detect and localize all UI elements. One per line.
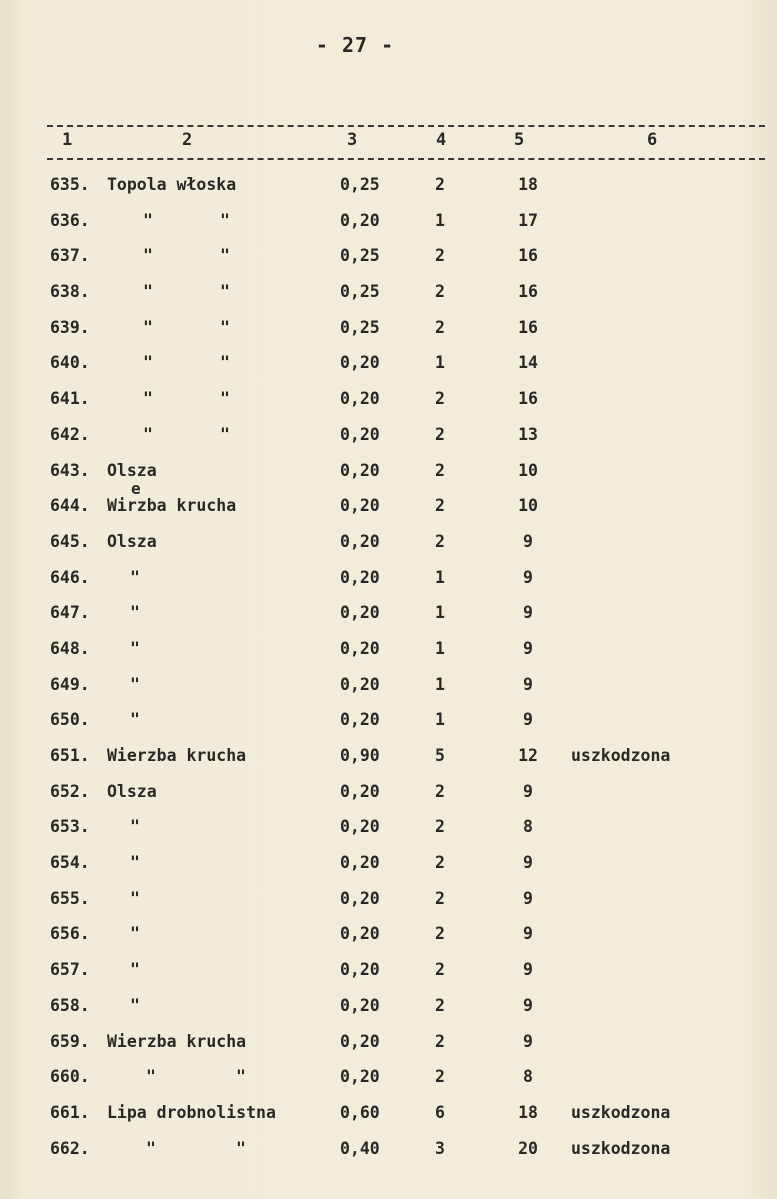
row-number: 646.: [50, 567, 90, 587]
ditto-mark: ": [130, 853, 140, 873]
species-name: Lipa drobnolistna: [107, 1102, 276, 1122]
diameter-value: 0,20: [340, 424, 380, 444]
ditto-mark: ": [236, 1138, 246, 1158]
row-number: 645.: [50, 531, 90, 551]
height-value: 9: [523, 924, 533, 944]
table-row: [0, 279, 777, 315]
height-value: 9: [523, 853, 533, 873]
count-value: 2: [435, 175, 445, 194]
row-number: 659.: [50, 1031, 90, 1051]
ditto-mark: ": [146, 1138, 156, 1158]
diameter-value: 0,20: [340, 960, 380, 980]
condition-note: uszkodzona: [571, 1138, 671, 1158]
ditto-mark: ": [143, 353, 153, 373]
row-number: 650.: [50, 710, 90, 730]
ditto-mark: ": [220, 282, 230, 302]
count-value: 2: [435, 995, 445, 1015]
height-value: 18: [518, 1102, 538, 1122]
count-value: 1: [435, 674, 445, 694]
row-number: 655.: [50, 888, 90, 908]
row-number: 657.: [50, 960, 90, 980]
diameter-value: 0,20: [340, 710, 380, 730]
row-number: 637.: [50, 246, 90, 266]
diameter-value: 0,20: [340, 853, 380, 873]
height-value: 9: [523, 674, 533, 694]
count-value: 2: [435, 924, 445, 944]
ditto-mark: ": [220, 424, 230, 444]
ditto-mark: ": [130, 710, 140, 730]
species-name: Topola włoska: [107, 175, 237, 194]
row-number: 642.: [50, 424, 90, 444]
species-name: Wierzba krucha: [107, 1031, 247, 1051]
row-number: 649.: [50, 674, 90, 694]
diameter-value: 0,20: [340, 353, 380, 373]
table-row: [0, 479, 777, 529]
count-value: 2: [435, 888, 445, 908]
table-row: [0, 350, 777, 386]
table-row: [0, 208, 777, 244]
table-row: [0, 636, 777, 672]
height-value: 17: [518, 210, 538, 230]
table-row: [0, 779, 777, 815]
species-name: Wierzba krucha: [107, 746, 247, 765]
table-row: [0, 1100, 777, 1136]
count-value: 2: [435, 317, 445, 337]
row-number: 636.: [50, 210, 90, 230]
height-value: 18: [518, 175, 538, 194]
table-row: [0, 1029, 777, 1065]
ditto-mark: ": [143, 210, 153, 230]
table-row: [0, 814, 777, 850]
count-value: 1: [435, 710, 445, 730]
header-top-rule: [47, 125, 765, 127]
diameter-value: 0,20: [340, 817, 380, 837]
diameter-value: 0,20: [340, 567, 380, 587]
diameter-value: 0,60: [340, 1102, 380, 1122]
diameter-value: 0,25: [340, 246, 380, 266]
ditto-mark: ": [146, 1067, 156, 1087]
condition-note: uszkodzona: [571, 1102, 671, 1122]
height-value: 9: [523, 781, 533, 801]
ditto-mark: ": [236, 1067, 246, 1087]
row-number: 643.: [50, 460, 90, 480]
count-value: 2: [435, 246, 445, 266]
height-value: 10: [518, 496, 538, 516]
height-value: 9: [523, 888, 533, 908]
count-value: 2: [435, 282, 445, 302]
count-value: 2: [435, 1031, 445, 1051]
diameter-value: 0,20: [340, 460, 380, 480]
diameter-value: 0,20: [340, 210, 380, 230]
height-value: 9: [523, 960, 533, 980]
ditto-mark: ": [143, 389, 153, 409]
row-number: 635.: [50, 175, 90, 194]
ditto-mark: ": [220, 210, 230, 230]
count-value: 2: [435, 460, 445, 480]
height-value: 9: [523, 710, 533, 730]
table-row: [0, 565, 777, 601]
count-value: 2: [435, 853, 445, 873]
count-value: 1: [435, 210, 445, 230]
diameter-value: 0,20: [340, 531, 380, 551]
count-value: 1: [435, 567, 445, 587]
diameter-value: 0,90: [340, 746, 380, 765]
count-value: 1: [435, 603, 445, 623]
height-value: 9: [523, 995, 533, 1015]
diameter-value: 0,20: [340, 1067, 380, 1087]
height-value: 9: [523, 1031, 533, 1051]
diameter-value: 0,20: [340, 674, 380, 694]
height-value: 12: [518, 746, 538, 765]
row-number: 644.: [50, 496, 90, 516]
species-name: Wirzba krucha: [107, 496, 237, 516]
header-col-6: 6: [647, 130, 658, 150]
height-value: 8: [523, 1067, 533, 1087]
row-number: 652.: [50, 781, 90, 801]
page-number: - 27 -: [315, 33, 395, 57]
ditto-mark: ": [143, 424, 153, 444]
row-number: 660.: [50, 1067, 90, 1087]
row-number: 647.: [50, 603, 90, 623]
ditto-mark: ": [130, 817, 140, 837]
ditto-mark: ": [220, 353, 230, 373]
diameter-value: 0,20: [340, 638, 380, 658]
ditto-mark: ": [220, 317, 230, 337]
ditto-mark: ": [130, 674, 140, 694]
diameter-value: 0,20: [340, 496, 380, 516]
diameter-value: 0,25: [340, 317, 380, 337]
species-name: Olsza: [107, 531, 157, 551]
row-number: 641.: [50, 389, 90, 409]
height-value: 16: [518, 246, 538, 266]
height-value: 9: [523, 567, 533, 587]
height-value: 14: [518, 353, 538, 373]
species-name: Olsza: [107, 781, 157, 801]
header-col-3: 3: [347, 130, 358, 150]
ditto-mark: ": [130, 995, 140, 1015]
row-number: 654.: [50, 853, 90, 873]
count-value: 2: [435, 424, 445, 444]
ditto-mark: ": [130, 603, 140, 623]
ditto-mark: ": [143, 246, 153, 266]
diameter-value: 0,20: [340, 995, 380, 1015]
diameter-value: 0,20: [340, 1031, 380, 1051]
height-value: 9: [523, 638, 533, 658]
count-value: 2: [435, 496, 445, 516]
height-value: 13: [518, 424, 538, 444]
diameter-value: 0,25: [340, 282, 380, 302]
ditto-mark: ": [220, 389, 230, 409]
table-body: [0, 172, 777, 1171]
row-number: 639.: [50, 317, 90, 337]
row-number: 656.: [50, 924, 90, 944]
handwritten-annotation: e: [131, 479, 141, 499]
height-value: 10: [518, 460, 538, 480]
table-row: [0, 172, 777, 208]
table-row: [0, 1136, 777, 1172]
table-row: [0, 386, 777, 422]
count-value: 3: [435, 1138, 445, 1158]
table-row: [0, 422, 777, 458]
count-value: 2: [435, 389, 445, 409]
count-value: 6: [435, 1102, 445, 1122]
height-value: 8: [523, 817, 533, 837]
header-col-1: 1: [62, 130, 73, 150]
count-value: 5: [435, 746, 445, 765]
ditto-mark: ": [220, 246, 230, 266]
diameter-value: 0,20: [340, 888, 380, 908]
diameter-value: 0,20: [340, 781, 380, 801]
count-value: 1: [435, 638, 445, 658]
table-row: [0, 743, 777, 779]
table-row: [0, 993, 777, 1029]
table-row: [0, 921, 777, 957]
table-row: [0, 458, 777, 494]
row-number: 648.: [50, 638, 90, 658]
diameter-value: 0,40: [340, 1138, 380, 1158]
diameter-value: 0,25: [340, 175, 380, 194]
ditto-mark: ": [130, 638, 140, 658]
height-value: 20: [518, 1138, 538, 1158]
height-value: 16: [518, 389, 538, 409]
row-number: 653.: [50, 817, 90, 837]
ditto-mark: ": [130, 888, 140, 908]
ditto-mark: ": [130, 924, 140, 944]
species-name: Olsza: [107, 460, 157, 480]
count-value: 2: [435, 1067, 445, 1087]
diameter-value: 0,20: [340, 603, 380, 623]
header-col-4: 4: [436, 130, 447, 150]
condition-note: uszkodzona: [571, 746, 671, 765]
table-row: [0, 1064, 777, 1100]
table-row: [0, 850, 777, 886]
ditto-mark: ": [143, 317, 153, 337]
count-value: 2: [435, 531, 445, 551]
table-row: [0, 600, 777, 636]
diameter-value: 0,20: [340, 389, 380, 409]
table-row: [0, 315, 777, 351]
height-value: 16: [518, 282, 538, 302]
diameter-value: 0,20: [340, 924, 380, 944]
count-value: 2: [435, 817, 445, 837]
count-value: 2: [435, 781, 445, 801]
ditto-mark: ": [130, 567, 140, 587]
header-col-5: 5: [514, 130, 525, 150]
table-row: [0, 957, 777, 993]
ditto-mark: ": [143, 282, 153, 302]
row-number: 638.: [50, 282, 90, 302]
table-row: [0, 707, 777, 743]
table-row: [0, 529, 777, 565]
count-value: 2: [435, 960, 445, 980]
header-col-2: 2: [182, 130, 193, 150]
row-number: 651.: [50, 746, 90, 765]
table-row: [0, 886, 777, 922]
row-number: 640.: [50, 353, 90, 373]
table-row: [0, 672, 777, 708]
ditto-mark: ": [130, 960, 140, 980]
height-value: 9: [523, 531, 533, 551]
table-header: [0, 130, 777, 154]
row-number: 658.: [50, 995, 90, 1015]
row-number: 662.: [50, 1138, 90, 1158]
height-value: 9: [523, 603, 533, 623]
height-value: 16: [518, 317, 538, 337]
header-bottom-rule: [47, 158, 765, 160]
row-number: 661.: [50, 1102, 90, 1122]
count-value: 1: [435, 353, 445, 373]
table-row: [0, 243, 777, 279]
